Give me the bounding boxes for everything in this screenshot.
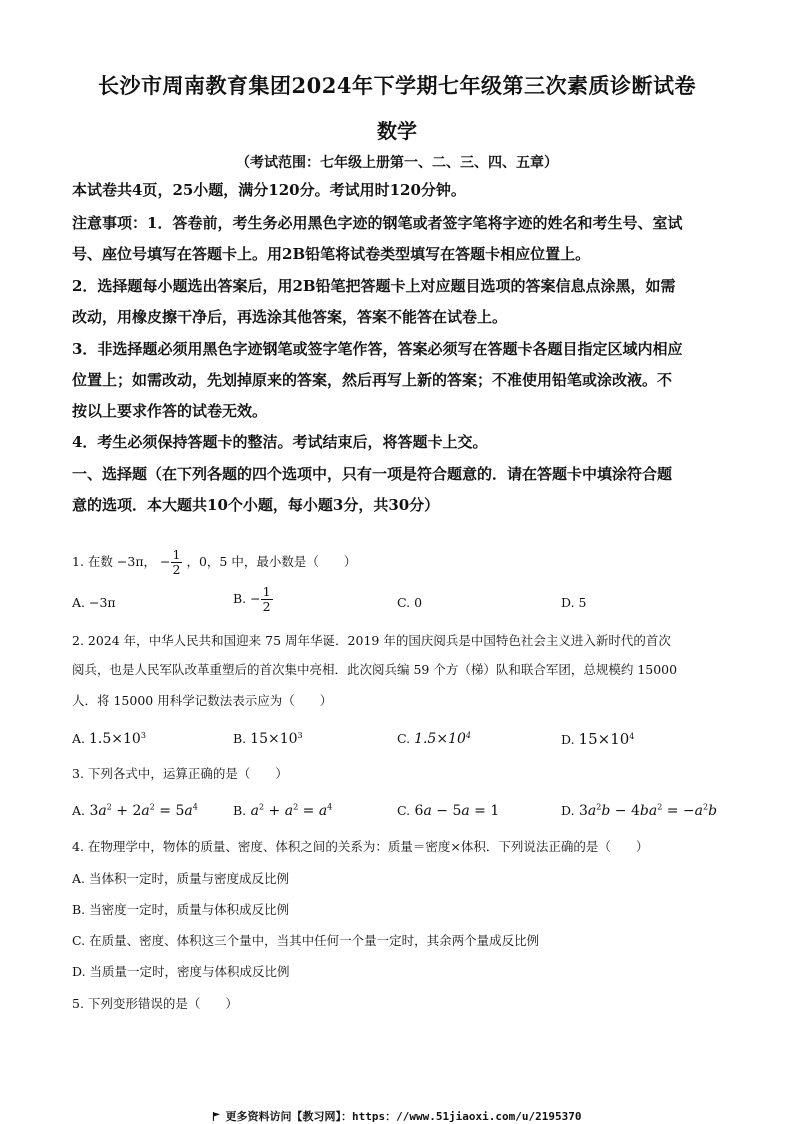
option-exp: 4 bbox=[629, 731, 635, 741]
notice-line: 位置上；如需改动，先划掉原来的答案，然后再写上新的答案；不准使用铅笔或涂改液。不 bbox=[72, 371, 673, 389]
q3-option-b: B. $a^2 + a^2 = a^4$ bbox=[233, 802, 333, 819]
notice-line: 2．选择题每小题选出答案后，用2B铅笔把答题卡上对应题目选项的答案信息点涂黑，如需 bbox=[72, 277, 676, 295]
notice-line: 按以上要求作答的试卷无效。 bbox=[72, 402, 268, 420]
option-label: B. bbox=[233, 731, 247, 746]
option-label: B. bbox=[233, 803, 247, 818]
option-label: C. bbox=[397, 731, 411, 746]
q1-number: −3π bbox=[116, 554, 144, 569]
option-exp: 3 bbox=[140, 730, 146, 740]
question-2-stem: 2. 2024 年，中华人民共和国迎来 75 周年华诞．2019 年的国庆阅兵是中国特色社会主义进入新时代的首次 bbox=[72, 633, 671, 648]
flag-icon bbox=[212, 1112, 221, 1121]
fraction-num: 1 bbox=[262, 584, 271, 599]
fraction-one-half bbox=[261, 585, 273, 614]
option-base: 1.5×10 bbox=[89, 731, 141, 747]
option-label: D. bbox=[561, 803, 575, 818]
q3-option-a: A. $3a^2 + 2a^2 = 5a^4$ bbox=[72, 802, 198, 819]
footer-link[interactable]: 更多资料访问【教习网】：https：//www.51jiaoxi.com/u/2195370 bbox=[225, 1110, 582, 1123]
option-label: D. bbox=[561, 732, 575, 747]
option-label: A. bbox=[72, 731, 86, 746]
q2-option-d bbox=[561, 730, 634, 749]
fraction-num: 1 bbox=[172, 547, 181, 562]
exam-scope: （考试范围：七年级上册第一、二、三、四、五章） bbox=[236, 155, 558, 171]
option-exp: 3 bbox=[297, 730, 303, 740]
q4-option-c: C. 在质量、密度、体积这三个量中，当其中任何一个量一定时，其余两个量成反比例 bbox=[72, 933, 540, 948]
q1-option-c: C. 0 bbox=[397, 595, 423, 610]
fraction-one-half bbox=[171, 548, 183, 577]
notice-line: 号、座位号填写在答题卡上。用2B铅笔将试卷类型填写在答题卡相应位置上。 bbox=[72, 245, 591, 263]
option-base: 15×10 bbox=[578, 730, 630, 748]
q2-option-a bbox=[72, 730, 146, 748]
notice-line: 3．非选择题必须用黑色字迹钢笔或签字笔作答，答案必须写在答题卡各题目指定区域内相应 bbox=[72, 340, 683, 358]
q1-sep: ， bbox=[143, 554, 157, 569]
q1-option-a bbox=[72, 594, 116, 612]
q4-option-b: B. 当密度一定时，质量与体积成反比例 bbox=[72, 902, 290, 917]
q3-option-d: D. $3a^2b - 4ba^2 = -a^2b$ bbox=[561, 802, 718, 819]
q1-option-b bbox=[233, 585, 273, 614]
question-3-stem: 3. 下列各式中，运算正确的是（ ） bbox=[72, 766, 288, 781]
paper-summary: 本试卷共4页，25小题，满分120分。考试用时120分钟。 bbox=[72, 181, 466, 199]
option-label: C. bbox=[397, 803, 411, 818]
question-2-stem: 阅兵，也是人民军队改革重塑后的首次集中亮相．此次阅兵编 59 个方（梯）队和联合军团，总规模约 15000 bbox=[72, 662, 678, 677]
q1-neg: − bbox=[160, 554, 171, 569]
q1-prefix: 1. 在数 bbox=[72, 554, 113, 569]
q1-suffix: ，0，5 中，最小数是（ ） bbox=[186, 554, 357, 569]
option-label: A. bbox=[72, 595, 86, 610]
footer bbox=[0, 1108, 794, 1124]
option-base: 15×10 bbox=[250, 731, 298, 747]
q1-option-d: D. 5 bbox=[561, 595, 587, 610]
question-1-stem bbox=[72, 548, 732, 577]
q4-option-a: A. 当体积一定时，质量与密度成反比例 bbox=[72, 871, 289, 886]
q4-option-d: D. 当质量一定时，密度与体积成反比例 bbox=[72, 964, 290, 979]
question-5-stem: 5. 下列变形错误的是（ ） bbox=[72, 996, 238, 1011]
question-4-stem: 4. 在物理学中，物体的质量、密度、体积之间的关系为：质量＝密度×体积．下列说法正确的是（ ） bbox=[72, 839, 649, 854]
question-2-stem: 人．将 15000 用科学记数法表示应为（ ） bbox=[72, 693, 333, 708]
q3-option-c: C. 6a − 5a = 1 bbox=[397, 803, 500, 819]
q2-option-c bbox=[397, 730, 471, 748]
section-heading: 一、选择题（在下列各题的四个选项中，只有一项是符合题意的．请在答题卡中填涂符合题 bbox=[72, 465, 673, 483]
option-label: B. bbox=[233, 591, 247, 606]
fraction-den: 2 bbox=[172, 562, 181, 577]
exam-title: 长沙市周南教育集团2024年下学期七年级第三次素质诊断试卷 bbox=[98, 73, 696, 98]
option-neg: − bbox=[250, 591, 261, 606]
subject-title: 数学 bbox=[377, 119, 417, 143]
notice-line: 改动，用橡皮擦干净后，再选涂其他答案，答案不能答在试卷上。 bbox=[72, 308, 508, 326]
option-label: A. bbox=[72, 803, 86, 818]
option-value: −3π bbox=[89, 595, 116, 610]
section-heading: 意的选项．本大题共10个小题，每小题3分，共30分） bbox=[72, 496, 440, 514]
notice-line: 4．考生必须保持答题卡的整洁。考试结束后，将答题卡上交。 bbox=[72, 433, 488, 451]
fraction-den: 2 bbox=[262, 599, 271, 614]
q2-option-b bbox=[233, 730, 303, 748]
notice-line: 注意事项：1．答卷前，考生务必用黑色字迹的钢笔或者签字笔将字迹的姓名和考生号、室试 bbox=[72, 214, 683, 232]
option-base: 1.5×10 bbox=[414, 731, 466, 747]
option-exp: 4 bbox=[465, 730, 471, 740]
